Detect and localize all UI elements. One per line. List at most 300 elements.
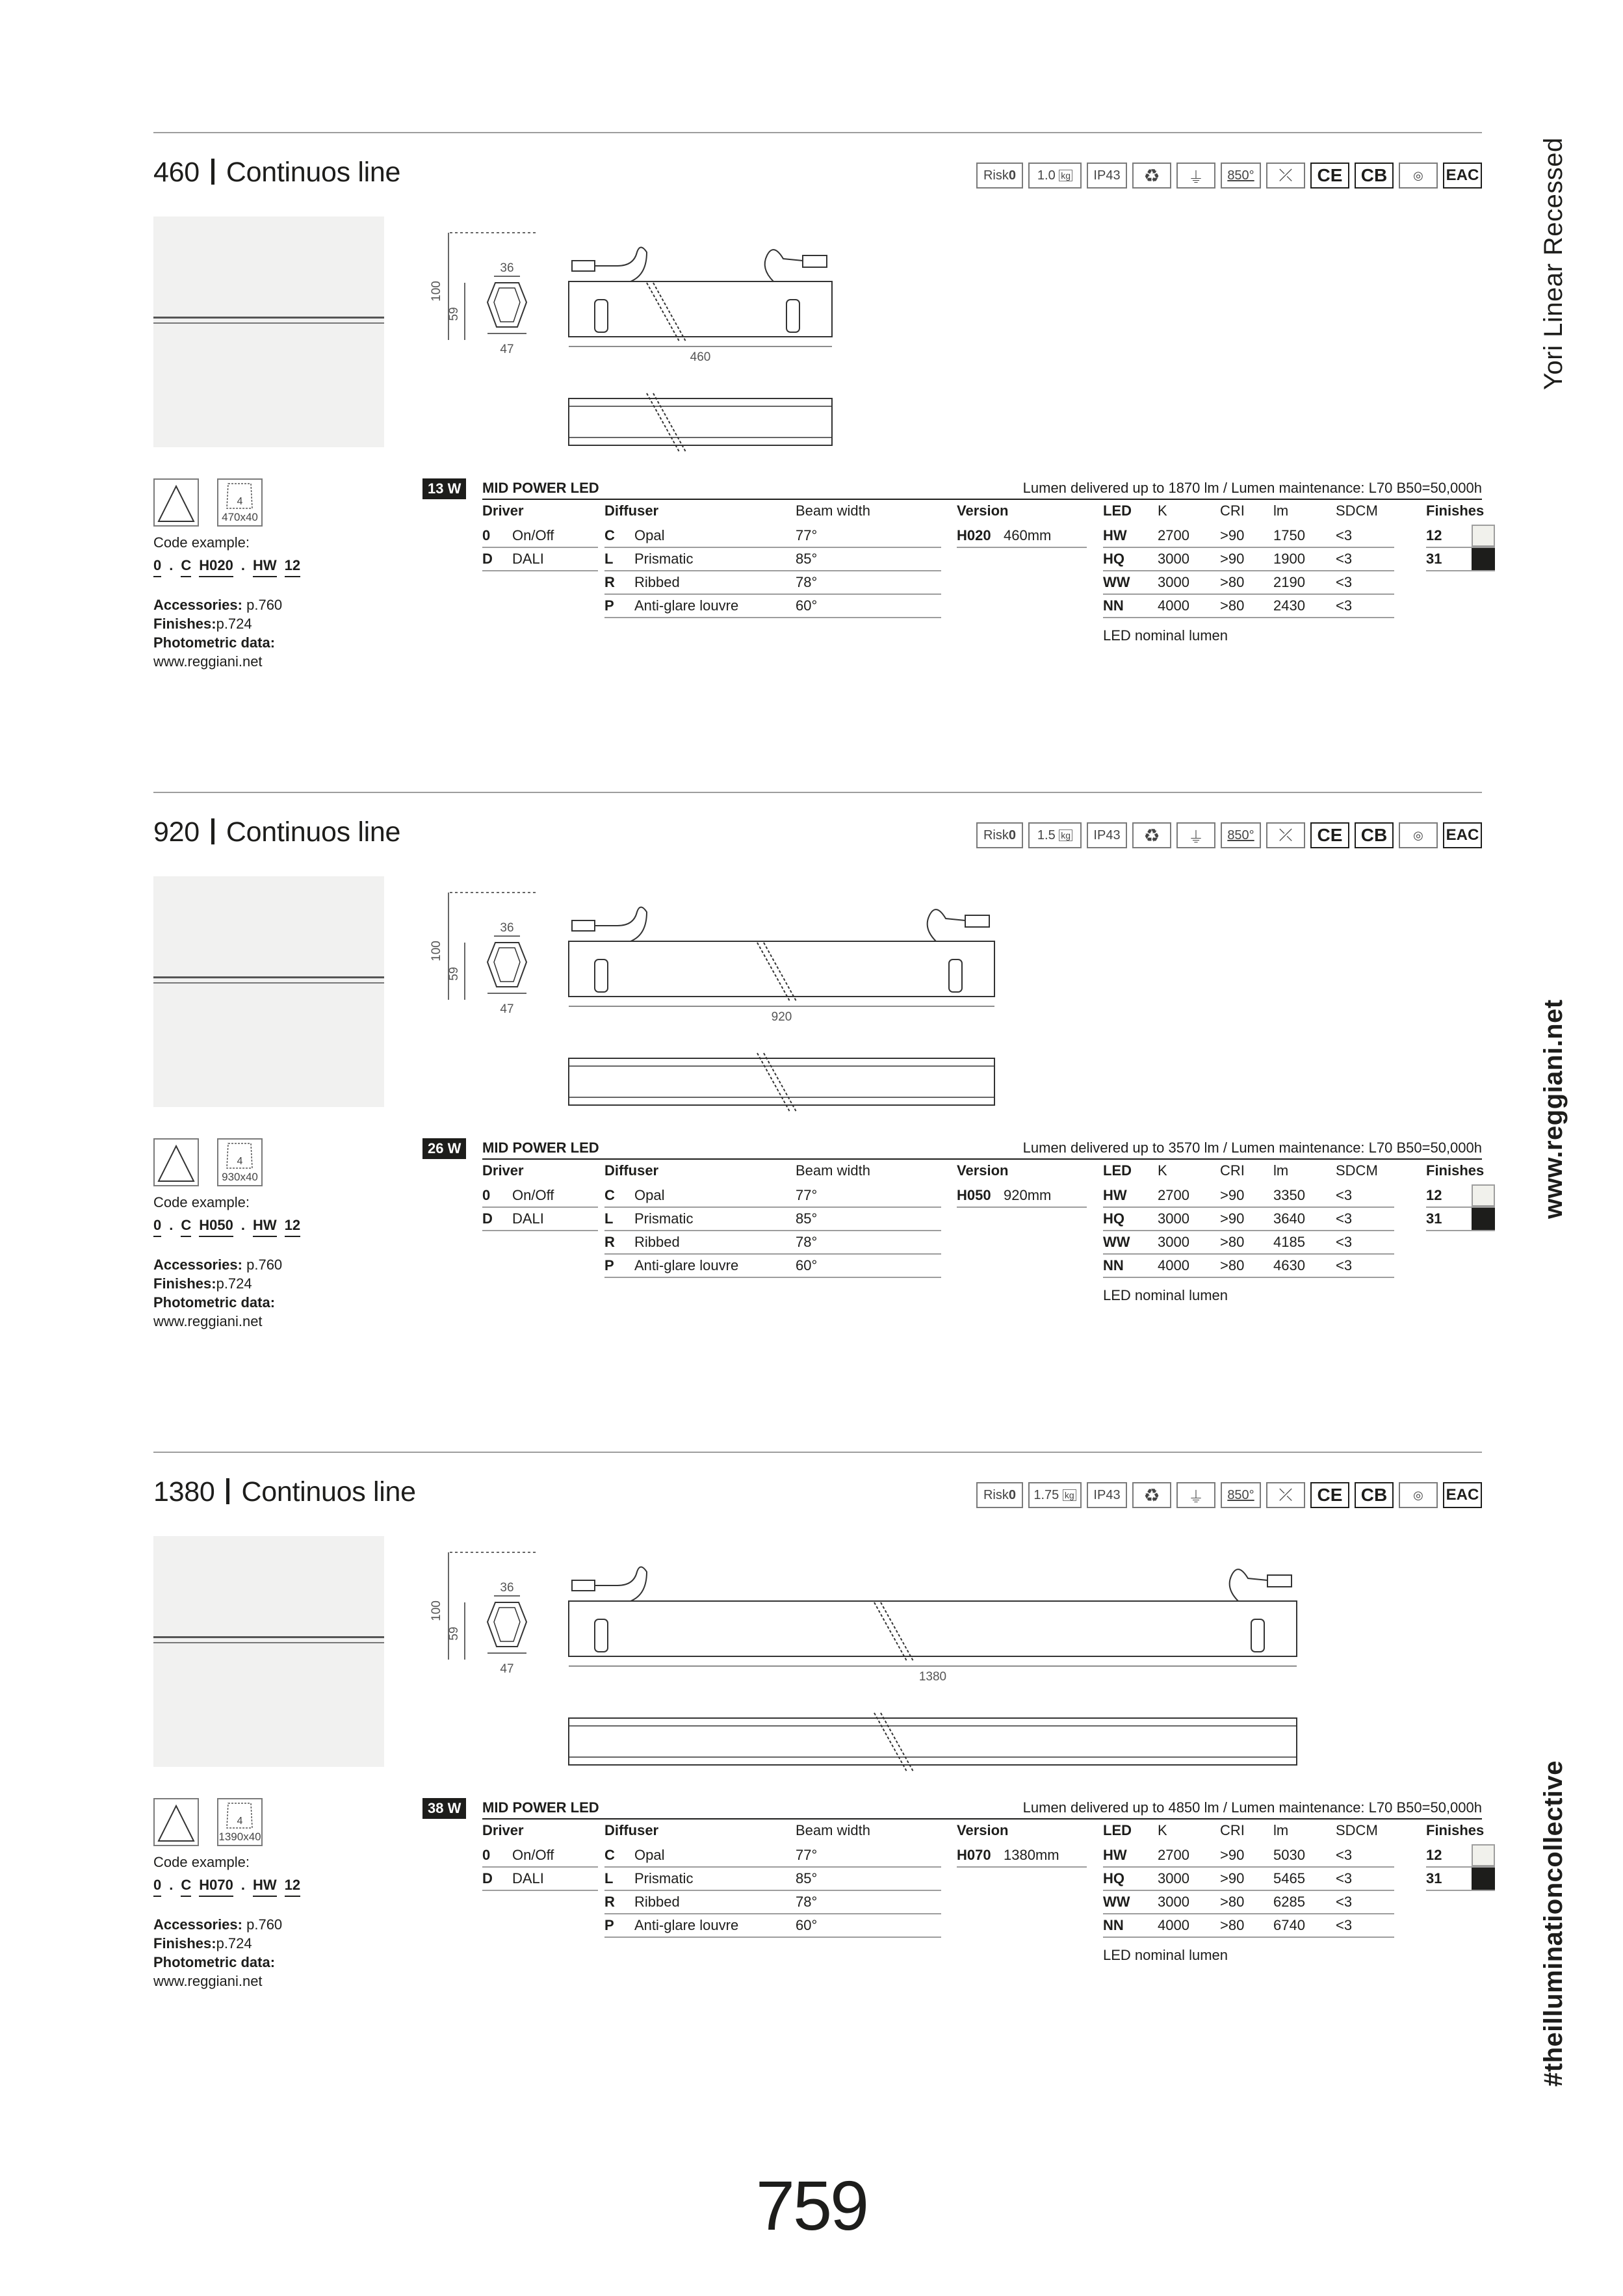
led-k: 2700: [1158, 1847, 1189, 1863]
accessories-page[interactable]: p.760: [246, 1257, 283, 1273]
diffuser-code: R: [604, 1234, 615, 1250]
risk-value: 0: [1008, 168, 1016, 183]
dim-inner: 59: [447, 967, 461, 981]
led-row: [1103, 1914, 1394, 1938]
diffuser-row: [604, 1255, 941, 1278]
risk-icon: [976, 163, 1023, 189]
side-view-body: [569, 941, 994, 997]
diffuser-header-row: [604, 502, 941, 525]
version-code: H050: [957, 1187, 991, 1203]
led-k: 2700: [1158, 527, 1189, 543]
risk-label: Risk: [983, 828, 1009, 842]
code-part: HW: [253, 1875, 277, 1897]
led-sdcm: <3: [1336, 1210, 1353, 1227]
finish-code: 12: [1426, 1847, 1442, 1863]
version-column: [957, 1162, 1087, 1208]
led-sdcm: <3: [1336, 1847, 1353, 1863]
cri-header: CRI: [1220, 1162, 1245, 1179]
ccc-mark-icon: ◎: [1399, 163, 1438, 189]
risk-value: 0: [1008, 828, 1016, 842]
dim-height: 100: [430, 941, 443, 961]
driver-name: DALI: [512, 1210, 544, 1227]
product-title: [153, 816, 400, 848]
driver-left: [595, 300, 608, 332]
led-row: [1103, 595, 1394, 618]
accessories-page[interactable]: p.760: [246, 597, 283, 613]
finish-row[interactable]: [1426, 1868, 1495, 1891]
led-cri: >90: [1220, 527, 1245, 543]
code-part: 0: [153, 1875, 161, 1897]
beam-width: 78°: [796, 1234, 818, 1250]
version-length: 920mm: [1004, 1187, 1052, 1203]
driver-name: On/Off: [512, 527, 554, 543]
finish-row[interactable]: [1426, 1184, 1495, 1208]
earth-icon: ⏚: [1176, 163, 1215, 189]
cable-right: [928, 909, 965, 941]
led-k: 3000: [1158, 1894, 1189, 1910]
front-view-body: [569, 1718, 1297, 1765]
led-code: HW: [1103, 1847, 1127, 1863]
finishes-label: Finishes:: [153, 1275, 216, 1292]
led-lm: 5030: [1273, 1847, 1305, 1863]
product-section: [0, 1452, 1623, 2108]
led-k: 3000: [1158, 551, 1189, 567]
led-k: 4000: [1158, 597, 1189, 614]
title-separator: [226, 1478, 229, 1504]
diffuser-code: L: [604, 551, 614, 567]
beam-width: 77°: [796, 1187, 818, 1203]
code-part: C: [181, 1875, 191, 1897]
led-column: [1103, 1162, 1394, 1304]
k-header: K: [1158, 1822, 1167, 1838]
diffuser-name: Opal: [634, 1847, 665, 1863]
led-sdcm: <3: [1336, 1234, 1353, 1250]
led-code: NN: [1103, 1917, 1124, 1933]
code-part: 12: [285, 1875, 300, 1897]
dim-height: 100: [430, 1600, 443, 1621]
diffuser-code: R: [604, 574, 615, 590]
led-k: 3000: [1158, 1234, 1189, 1250]
driver-row: [482, 1844, 598, 1868]
lumen-delivered: Lumen delivered up to 4850 lm /: [1022, 1799, 1227, 1816]
cb-mark-icon: CB: [1355, 163, 1394, 189]
glow-wire-icon: 850°: [1221, 822, 1261, 848]
driver-row: [482, 1208, 598, 1231]
led-code: NN: [1103, 1257, 1124, 1273]
finish-code: 31: [1426, 1210, 1442, 1227]
lm-header: lm: [1273, 1822, 1289, 1838]
website-link[interactable]: www.reggiani.net: [153, 653, 263, 670]
code-part: 0: [153, 556, 161, 577]
diffuser-row: [604, 1868, 941, 1891]
led-cri: >90: [1220, 1187, 1245, 1203]
website-link[interactable]: www.reggiani.net: [153, 1313, 263, 1329]
led-nominal-note: LED nominal lumen: [1103, 627, 1228, 644]
mid-power-label: MID POWER LED: [482, 1799, 599, 1816]
version-header: Version: [957, 1162, 1009, 1179]
finish-row[interactable]: [1426, 1844, 1495, 1868]
beam-width: 77°: [796, 527, 818, 543]
ip-rating-icon: IP43: [1087, 163, 1127, 189]
code-part: H020: [199, 556, 233, 577]
product-size: 920: [153, 816, 200, 848]
certification-icons: [976, 1482, 1482, 1508]
led-lm: 3350: [1273, 1187, 1305, 1203]
diffuser-code: C: [604, 527, 615, 543]
beam-icons: [153, 1798, 263, 1846]
finish-row[interactable]: [1426, 548, 1495, 571]
ce-mark-icon: CE: [1310, 822, 1349, 848]
led-cri: >80: [1220, 1234, 1245, 1250]
light-distribution-icon: [153, 478, 199, 527]
diffuser-code: C: [604, 1187, 615, 1203]
diffuser-header: Diffuser: [604, 1822, 659, 1838]
sdcm-header: SDCM: [1336, 1162, 1378, 1179]
product-photo: [153, 216, 384, 447]
finishes-line: [153, 1934, 300, 1953]
beam-width: 60°: [796, 597, 818, 614]
length-dim: 920: [771, 1010, 792, 1024]
led-lm: 3640: [1273, 1210, 1305, 1227]
photometric-label: Photometric data:: [153, 1294, 276, 1311]
finishes-column: [1426, 502, 1495, 571]
product-photo-line: [153, 1642, 384, 1643]
diffuser-name: Prismatic: [634, 1870, 694, 1886]
beam-width: 60°: [796, 1917, 818, 1933]
dim-height: 100: [430, 281, 443, 302]
led-cri: >90: [1220, 1870, 1245, 1886]
finish-swatch[interactable]: [1472, 1208, 1495, 1230]
code-example-label: Code example:: [153, 534, 250, 551]
finish-swatch[interactable]: [1472, 1868, 1495, 1890]
code-part: C: [181, 1216, 191, 1237]
diffuser-row: [604, 1891, 941, 1914]
version-length: 460mm: [1004, 527, 1052, 543]
diffuser-header: Diffuser: [604, 502, 659, 519]
diffuser-column: [604, 1162, 941, 1278]
finish-swatch[interactable]: [1472, 548, 1495, 570]
section-profile: [487, 283, 526, 327]
led-row: [1103, 1184, 1394, 1208]
driver-code: D: [482, 1210, 493, 1227]
spec-header: [422, 1138, 1482, 1158]
photometric-line: [153, 1953, 300, 1972]
certification-icons: [976, 163, 1482, 189]
driver-left: [595, 1619, 608, 1652]
section-divider: [153, 1452, 1482, 1453]
driver-right: [1251, 1619, 1264, 1652]
driver-code: 0: [482, 1187, 491, 1203]
driver-row: [482, 1184, 598, 1208]
accessories-label: Accessories:: [153, 1916, 242, 1933]
svg-text:4: 4: [237, 496, 243, 507]
driver-name: DALI: [512, 551, 544, 567]
led-lm: 6285: [1273, 1894, 1305, 1910]
triangle-icon: [155, 1140, 198, 1185]
cable-left: [595, 248, 647, 282]
cutout-dim: 930x40: [222, 1171, 258, 1183]
accessories-page[interactable]: p.760: [246, 1916, 283, 1933]
driver-header: Driver: [482, 1822, 524, 1838]
spec-header: [422, 478, 1482, 498]
led-row: [1103, 1891, 1394, 1914]
led-k: 4000: [1158, 1257, 1189, 1273]
led-cri: >90: [1220, 1210, 1245, 1227]
side-website[interactable]: www.reggiani.net: [1539, 999, 1568, 1219]
led-column: [1103, 502, 1394, 644]
led-nominal-note: LED nominal lumen: [1103, 1947, 1228, 1963]
product-photo-line: [153, 317, 384, 319]
length-dim: 460: [690, 350, 711, 364]
led-k: 2700: [1158, 1187, 1189, 1203]
code-part: .: [169, 1877, 174, 1893]
lumen-maintenance: Lumen maintenance: L70 B50=50,000h: [1231, 1140, 1482, 1156]
recycle-icon: ♻: [1132, 822, 1171, 848]
weight-value: 1.0: [1037, 168, 1056, 183]
code-part: HW: [253, 556, 277, 577]
cutout-icon: [217, 478, 263, 527]
code-example: [153, 1216, 300, 1237]
section-profile: [487, 1602, 526, 1647]
led-lm: 4185: [1273, 1234, 1305, 1250]
kg-icon: kg: [1063, 1489, 1076, 1501]
finish-code: 12: [1426, 1187, 1442, 1203]
product-name: Continuos line: [226, 816, 401, 848]
code-part: .: [169, 557, 174, 573]
section-profile: [487, 943, 526, 987]
cable-left: [595, 907, 647, 942]
beam-header: Beam width: [796, 502, 870, 519]
led-cri: >80: [1220, 1917, 1245, 1933]
risk-value: 0: [1008, 1487, 1016, 1502]
dim-top: 36: [500, 1581, 514, 1595]
product-photo-line: [153, 1636, 384, 1638]
code-part: H070: [199, 1875, 233, 1897]
finishes-page[interactable]: p.724: [216, 1935, 252, 1951]
cutout-icon: [217, 1798, 263, 1846]
eac-mark-icon: EAC: [1443, 163, 1482, 189]
ce-mark-icon: CE: [1310, 1482, 1349, 1508]
recessed-icon: [218, 1799, 261, 1832]
product-photo: [153, 876, 384, 1107]
beam-header: Beam width: [796, 1822, 870, 1838]
beam-width: 85°: [796, 1870, 818, 1886]
connector-right: [965, 915, 989, 927]
code-part: C: [181, 556, 191, 577]
finish-swatch[interactable]: [1472, 1184, 1495, 1207]
connector-left: [572, 261, 595, 271]
finish-code: 31: [1426, 1870, 1442, 1886]
finish-swatch[interactable]: [1472, 1844, 1495, 1866]
diffuser-code: L: [604, 1870, 614, 1886]
led-cri: >80: [1220, 1257, 1245, 1273]
led-sdcm: <3: [1336, 574, 1353, 590]
led-code: WW: [1103, 1234, 1130, 1250]
driver-name: DALI: [512, 1870, 544, 1886]
led-k: 3000: [1158, 574, 1189, 590]
product-section: [0, 792, 1623, 1448]
finish-swatch[interactable]: [1472, 525, 1495, 547]
diffuser-code: P: [604, 1917, 614, 1933]
led-code: NN: [1103, 597, 1124, 614]
finish-row[interactable]: [1426, 525, 1495, 548]
website-link[interactable]: www.reggiani.net: [153, 1973, 263, 1989]
weight-icon: [1028, 1482, 1082, 1508]
code-part: HW: [253, 1216, 277, 1237]
diffuser-name: Ribbed: [634, 1894, 680, 1910]
kg-icon: kg: [1059, 170, 1072, 181]
diffuser-row: [604, 1231, 941, 1255]
diffuser-code: P: [604, 597, 614, 614]
led-header-row: [1103, 1822, 1394, 1844]
diffuser-row: [604, 595, 941, 618]
diffuser-name: Prismatic: [634, 551, 694, 567]
product-photo-line: [153, 976, 384, 978]
driver-left: [595, 959, 608, 992]
diffuser-header-row: [604, 1162, 941, 1184]
eac-mark-icon: EAC: [1443, 822, 1482, 848]
driver-code: D: [482, 551, 493, 567]
led-cri: >80: [1220, 574, 1245, 590]
diffuser-name: Opal: [634, 1187, 665, 1203]
photometric-label: Photometric data:: [153, 1954, 276, 1970]
lumen-maintenance: Lumen maintenance: L70 B50=50,000h: [1231, 1799, 1482, 1816]
mid-power-label: MID POWER LED: [482, 1140, 599, 1156]
led-cri: >80: [1220, 597, 1245, 614]
beam-header: Beam width: [796, 1162, 870, 1179]
kg-icon: kg: [1059, 829, 1072, 841]
section-divider: [153, 132, 1482, 133]
led-row: [1103, 548, 1394, 571]
led-row: [1103, 1255, 1394, 1278]
driver-name: On/Off: [512, 1187, 554, 1203]
product-size: 1380: [153, 1476, 215, 1507]
led-sdcm: <3: [1336, 1870, 1353, 1886]
led-code: WW: [1103, 1894, 1130, 1910]
weight-icon: [1028, 163, 1082, 189]
finishes-column: [1426, 1822, 1495, 1891]
led-cri: >90: [1220, 1847, 1245, 1863]
technical-drawing: [422, 1543, 1332, 1790]
eac-mark-icon: EAC: [1443, 1482, 1482, 1508]
product-size: 460: [153, 157, 200, 188]
version-row: [957, 1184, 1087, 1208]
sdcm-header: SDCM: [1336, 1822, 1378, 1838]
code-part: .: [240, 1877, 245, 1893]
code-part: .: [240, 1217, 245, 1233]
diffuser-row: [604, 548, 941, 571]
side-title: Yori Linear Recessed: [1539, 137, 1568, 390]
driver-code: D: [482, 1870, 493, 1886]
svg-text:4: 4: [237, 1816, 243, 1827]
glow-wire-icon: 850°: [1221, 1482, 1261, 1508]
code-example-label: Code example:: [153, 1194, 250, 1210]
accessories-label: Accessories:: [153, 1257, 242, 1273]
driver-right: [786, 300, 799, 332]
led-sdcm: <3: [1336, 1187, 1353, 1203]
connector-left: [572, 920, 595, 931]
led-column: [1103, 1822, 1394, 1964]
page-number: 759: [755, 2166, 868, 2245]
wattage-badge: 13 W: [422, 478, 466, 499]
version-length: 1380mm: [1004, 1847, 1059, 1863]
diffuser-code: R: [604, 1894, 615, 1910]
diffuser-row: [604, 1914, 941, 1938]
dim-inner: 59: [447, 307, 461, 321]
no-insulation-icon: ⤫: [1266, 822, 1305, 848]
svg-text:4: 4: [237, 1156, 243, 1167]
finish-row[interactable]: [1426, 1208, 1495, 1231]
diffuser-row: [604, 571, 941, 595]
light-distribution-icon: [153, 1798, 199, 1846]
led-sdcm: <3: [1336, 1894, 1353, 1910]
weight-value: 1.5: [1037, 828, 1056, 842]
driver-header: Driver: [482, 502, 524, 519]
title-separator: [211, 159, 214, 185]
connector-right: [1267, 1575, 1292, 1587]
code-part: H050: [199, 1216, 233, 1237]
connector-left: [572, 1580, 595, 1591]
lumen-info: [1023, 480, 1482, 497]
code-part: .: [240, 557, 245, 573]
code-example-label: Code example:: [153, 1854, 250, 1870]
ip-rating-icon: IP43: [1087, 1482, 1127, 1508]
diffuser-name: Ribbed: [634, 574, 680, 590]
finishes-header: Finishes: [1426, 1162, 1485, 1179]
led-lm: 6740: [1273, 1917, 1305, 1933]
lumen-info: [1023, 1799, 1482, 1816]
dim-bottom: 47: [500, 1662, 514, 1676]
diffuser-column: [604, 1822, 941, 1938]
led-code: WW: [1103, 574, 1130, 590]
wattage-badge: 26 W: [422, 1138, 466, 1159]
led-header-row: [1103, 1162, 1394, 1184]
driver-row: [482, 525, 598, 548]
product-photo: [153, 1536, 384, 1767]
driver-header: Driver: [482, 1162, 524, 1179]
diffuser-code: L: [604, 1210, 614, 1227]
code-part: .: [169, 1217, 174, 1233]
spec-header: [422, 1798, 1482, 1818]
beam-icons: [153, 1138, 263, 1186]
led-cri: >90: [1220, 551, 1245, 567]
cable-right: [1230, 1569, 1267, 1601]
diffuser-row: [604, 1208, 941, 1231]
led-lm: 1900: [1273, 551, 1305, 567]
led-nominal-note: LED nominal lumen: [1103, 1287, 1228, 1303]
led-row: [1103, 1231, 1394, 1255]
technical-drawing: [422, 883, 1332, 1130]
recessed-icon: [218, 480, 261, 512]
dim-inner: 59: [447, 1626, 461, 1641]
beam-width: 85°: [796, 551, 818, 567]
code-part: 0: [153, 1216, 161, 1237]
led-header: LED: [1103, 1822, 1132, 1838]
cutout-dim: 470x40: [222, 511, 258, 523]
lumen-maintenance: Lumen maintenance: L70 B50=50,000h: [1231, 480, 1482, 496]
earth-icon: ⏚: [1176, 1482, 1215, 1508]
diffuser-row: [604, 1184, 941, 1208]
risk-label: Risk: [983, 168, 1009, 183]
version-column: [957, 502, 1087, 548]
led-code: HQ: [1103, 1870, 1124, 1886]
code-part: 12: [285, 556, 300, 577]
diffuser-name: Anti-glare louvre: [634, 1917, 739, 1933]
finishes-page[interactable]: p.724: [216, 616, 252, 632]
finishes-page[interactable]: p.724: [216, 1275, 252, 1292]
driver-code: 0: [482, 527, 491, 543]
version-header: Version: [957, 502, 1009, 519]
